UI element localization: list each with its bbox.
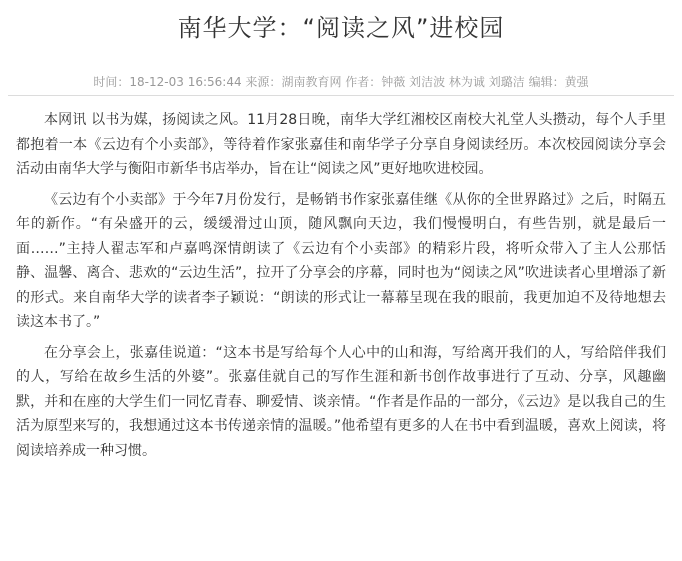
source-label: 来源： [245,75,282,89]
article-meta [0,74,682,90]
article-title: 南华大学：“阅读之风”进校园 [177,14,505,42]
author-names: 钟薇 刘洁波 林为诚 刘璐洁 [381,75,525,89]
editor-label: 编辑： [528,75,565,89]
paragraph-intro: 本网讯 以书为媒，扬阅读之风。11月28日晚，南华大学红湘校区南校大礼堂人头攒动，每个人手里都抱着一本《云边有个小卖部》，等待着作家张嘉佳和南华学子分享自身阅读经历。本次校园阅读分享会活动由南华大学与衡阳市新华书店举办，旨在让“阅读之风”更好地吹进校园。 [16,112,666,177]
time-label: 时间： [93,75,130,89]
article-body [0,96,682,463]
paragraph-sharing: 在分享会上，张嘉佳说道：“这本书是写给每个人心中的山和海，写给离开我们的人，写给陪伴我们的人，写给在故乡生活的外婆”。张嘉佳就自己的写作生涯和新书创作故事进行了互动、分享，风趣幽默，并和在座的大学生们一同忆青春、聊爱情、谈亲情。“作者是作品的一部分，《云边》是以我自己的生活为原型来写的，我想通过这本书传递亲情的温暖。”他希望有更多的人在书中看到温暖，喜欢上阅读，将阅读培养成一种习惯。 [16,344,666,459]
author-label: 作者： [345,75,382,89]
source-name: 湖南教育网 [281,75,342,89]
paragraph-book: 《云边有个小卖部》于今年7月份发行，是畅销书作家张嘉佳继《从你的全世界路过》之后，时隔五年的新作。“有朵盛开的云，缓缓滑过山顶，随风飘向天边，我们慢慢明白，有些告别，就是最后一面……”主持人翟志军和卢嘉鸣深情朗读了《云边有个小卖部》的精彩片段，将听众带入了主人公那恬静、温馨、离合、悲欢的“云边生活”，拉开了分享会的序幕，同时也为“阅读之风”吹进读者心里增添了新的形式。来自南华大学的读者李子颖说：“朗读的形式让一幕幕呈现在我的眼前，我更加迫不及待地想去读这本书了。” [16,191,666,330]
publish-time: 18-12-03 16:56:44 [129,75,242,89]
editor-name: 黄强 [564,75,589,89]
